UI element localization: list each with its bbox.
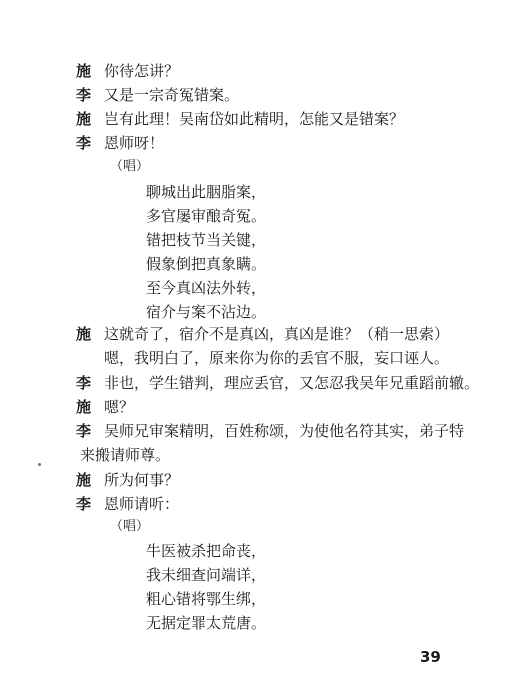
- singing-direction: （唱）: [110, 159, 150, 174]
- dialogue-text: 所为何事？: [104, 471, 180, 489]
- song-line: 聊城出此胭脂案，: [146, 183, 267, 201]
- dialogue-text: 吴师兄审案精明，百姓称颂，为使他名符其实，弟子特: [104, 422, 465, 440]
- dialogue-text: 恩师请听：: [104, 495, 180, 513]
- speaker-label: 施: [76, 325, 92, 343]
- song-line: 宿介与案不沾边。: [146, 303, 267, 321]
- dialogue-text: 嗯，我明白了，原来你为你的丢官不服，妄口诬人。: [104, 349, 450, 367]
- dialogue-text: 这就奇了，宿介不是真凶，真凶是谁？（稍一思索）: [104, 325, 450, 343]
- dialogue-text: 你待怎讲？: [104, 62, 180, 80]
- dialogue-text: 来搬请师尊。: [80, 446, 171, 464]
- singing-direction: （唱）: [110, 519, 150, 534]
- song-line: 粗心错将鄂生绑，: [146, 590, 267, 608]
- speaker-label: 李: [76, 86, 92, 104]
- song-line: 假象倒把真象瞒。: [146, 255, 267, 273]
- dialogue-text: 恩师呀！: [104, 134, 165, 152]
- song-line: 无据定罪太荒唐。: [146, 614, 267, 632]
- song-line: 多官屡审酿奇冤。: [146, 207, 267, 225]
- speaker-label: 李: [76, 134, 92, 152]
- speaker-label: 施: [76, 62, 92, 80]
- speaker-label: 施: [76, 398, 92, 416]
- speaker-label: 施: [76, 110, 92, 128]
- speaker-label: 李: [76, 422, 92, 440]
- dialogue-text: 又是一宗奇冤错案。: [104, 86, 240, 104]
- song-line: 错把枝节当关键，: [146, 231, 267, 249]
- scan-speck: [38, 463, 41, 466]
- dialogue-text: 非也，学生错判，理应丢官，又怎忍我吴年兄重蹈前辙。: [104, 374, 480, 392]
- song-line: 至今真凶法外转，: [146, 279, 267, 297]
- speaker-label: 李: [76, 374, 92, 392]
- dialogue-text: 嗯？: [104, 398, 135, 416]
- speaker-label: 李: [76, 495, 92, 513]
- speaker-label: 施: [76, 471, 92, 489]
- dialogue-text: 岂有此理！吴南岱如此精明，怎能又是错案？: [104, 110, 405, 128]
- page-number: 39: [420, 648, 441, 666]
- song-line: 牛医被杀把命丧，: [146, 542, 267, 560]
- song-line: 我未细查问端详，: [146, 566, 267, 584]
